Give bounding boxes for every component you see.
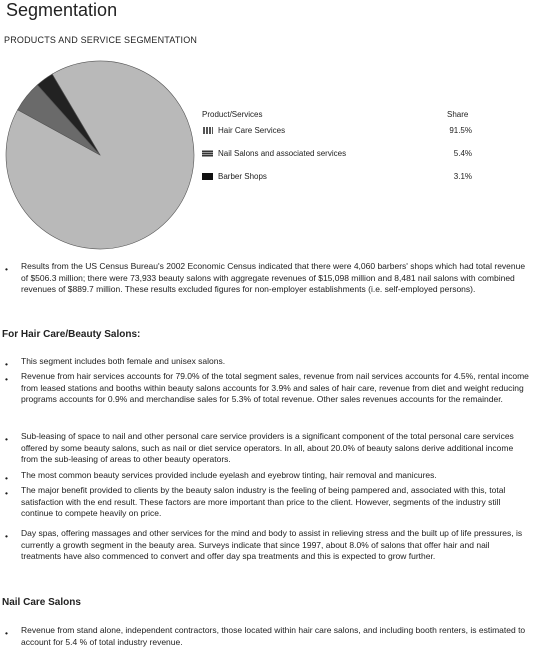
bullet-icon: • (5, 434, 8, 444)
section-heading: Nail Care Salons (2, 597, 81, 608)
legend-swatch (202, 150, 213, 157)
list-item: Revenue from stand alone, independent contractors, those located within hair care salons, and including booth renters, is estimated to account for 5.4 % of total industry revenue. (21, 625, 526, 647)
list-item: Day spas, offering massages and other services for the mind and body to assist in relieving stress and the built up of life pressures, is currently a growth segment in the beauty area. Surveys indicate that since 1997, about 8.0% of salons that offer hair and nail treatments have also commenced to convert and offer day spa treatments and this is expected to grow further. (21, 528, 523, 561)
legend-value: 3.1% (453, 172, 472, 181)
legend-label: Nail Salons and associated services (218, 149, 347, 158)
section-heading: For Hair Care/Beauty Salons: (2, 329, 141, 340)
list-item: The major benefit provided to clients by the beauty salon industry is the feeling of being pampered and, associated with this, total satisfaction with the end result. These factors are more important than price to the client. However, segments of the industry still continue to compete heavily on price. (21, 485, 506, 518)
legend-swatch (202, 127, 213, 134)
bullet-icon: • (5, 359, 8, 369)
legend-item (202, 172, 472, 184)
bullet-icon: • (5, 264, 8, 274)
list-item: This segment includes both female and unisex salons. (21, 356, 226, 366)
legend-label: Hair Care Services (218, 126, 286, 135)
list-item: Revenue from hair services accounts for 79.0% of the total segment sales, revenue from nail services accounts for 4.5%, rental income from leased stations and booths within beauty salons accounts for 3.9% and sales of hair care, revenue from diet and weight reducing programs accounts for 0.9% and merchandise sales for 5.3% of total revenue. Other sales revenues accounts for the remainder. (21, 371, 529, 404)
legend-item (202, 126, 472, 138)
bullet-icon: • (5, 531, 8, 541)
legend-header-value: Share (447, 110, 469, 119)
legend-item (202, 149, 472, 161)
bullet-icon: • (5, 473, 8, 483)
legend-label: Barber Shops (218, 172, 267, 181)
legend-value: 91.5% (449, 126, 472, 135)
legend-value: 5.4% (453, 149, 472, 158)
bullet-icon: • (5, 628, 8, 638)
legend-header-label: Product/Services (202, 110, 263, 119)
list-item: Sub-leasing of space to nail and other personal care service providers is a significant component of the total personal care services offered by some beauty salons, such as nail or diet service operators. In all, about 20.0% of beauty salons derive additional income from the sub-leasing of areas to other beauty operators. (21, 431, 514, 464)
page-title: Segmentation (6, 0, 118, 20)
chart-title: PRODUCTS AND SERVICE SEGMENTATION (4, 35, 198, 45)
bullet-icon: • (5, 488, 8, 498)
bullet-icon: • (5, 374, 8, 384)
intro-paragraph: Results from the US Census Bureau's 2002 Economic Census indicated that there were 4,060 barbers' shops which had total revenue of $506.3 million; there were 73,933 beauty salons with aggregate revenues of $15,098 million and 8,481 nail salons with combined revenues of $889.7 million. These results excluded figures for non-employer establishments (i.e. self-employed persons). (21, 261, 526, 294)
legend-swatch (202, 173, 213, 180)
pie-chart (0, 60, 200, 250)
list-item: The most common beauty services provided include eyelash and eyebrow tinting, hair removal and manicures. (21, 470, 437, 480)
